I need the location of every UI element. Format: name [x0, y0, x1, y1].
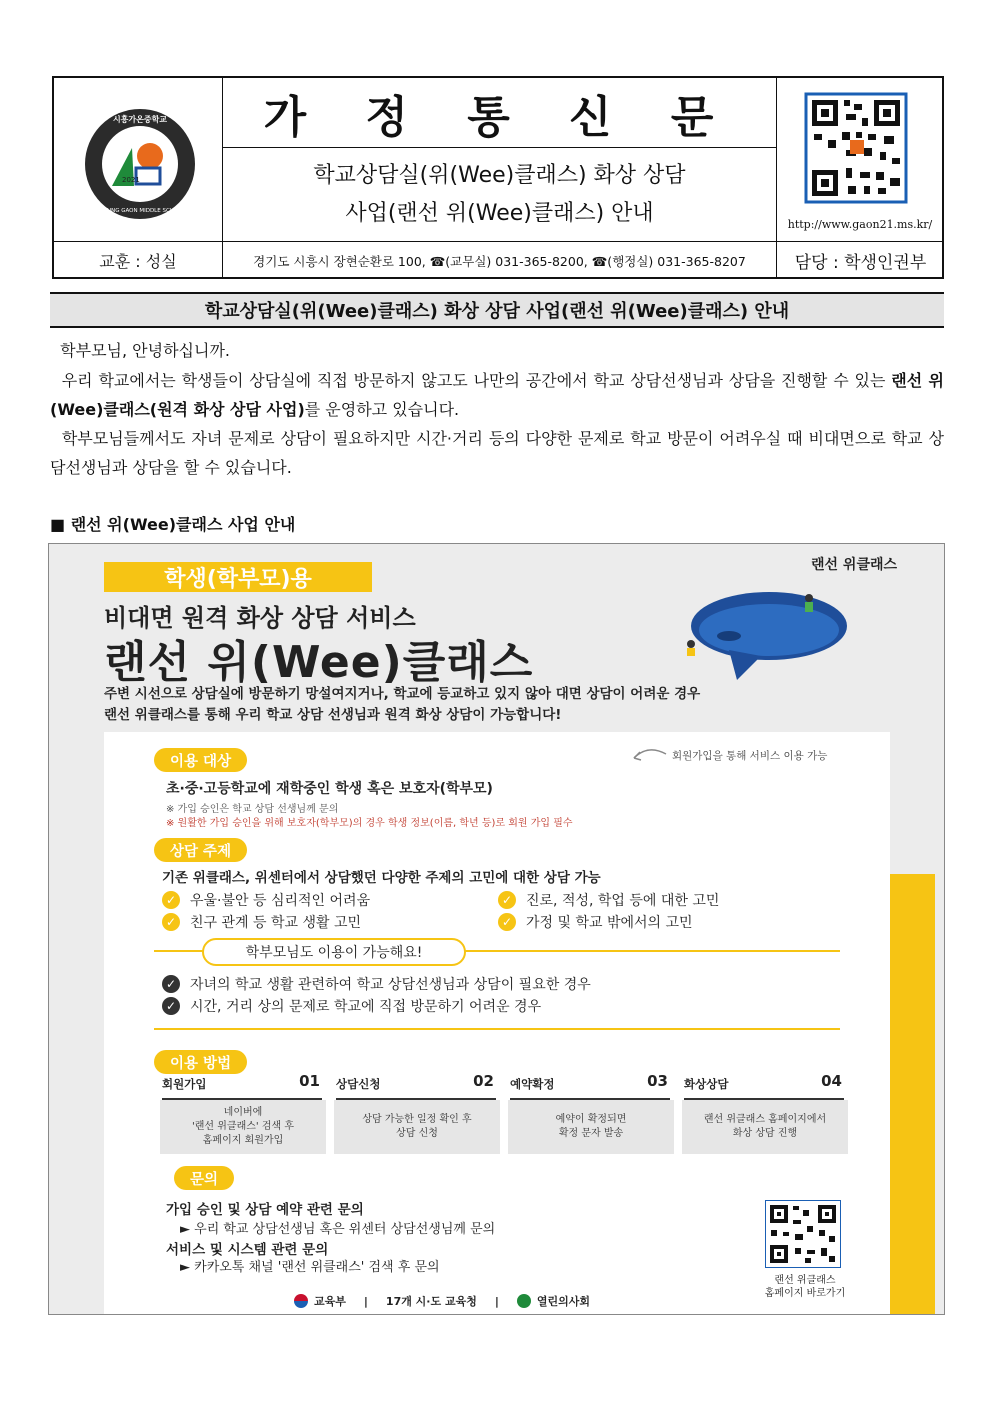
paragraph-1: 우리 학교에서는 학생들이 상담실에 직접 방문하지 않고도 나만의 공간에서 학교 상담선생님과 상담을 진행할 수 있는 랜선 위(Wee)클래스(원격 화상 상담 사업)를 운영하고 있습니다. — [50, 371, 944, 419]
step-1-body: 네이버에 '랜선 위클래스' 검색 후 홈페이지 회원가입 — [160, 1100, 326, 1154]
decorative-ribbon — [889, 874, 935, 1315]
logo-text-en: SIHEUNG GAON MIDDLE SCHOOL — [94, 208, 186, 214]
poster-subtitle: 비대면 원격 화상 상담 서비스 — [104, 604, 416, 632]
divider — [154, 1028, 840, 1030]
taegeuk-icon — [294, 1294, 308, 1308]
subtitle-line-2: 사업(랜선 위(Wee)클래스) 안내 — [345, 200, 654, 226]
bullet-heading: ■ 랜선 위(Wee)클래스 사업 안내 — [50, 515, 296, 534]
header-table — [52, 76, 944, 279]
step-2-header: 상담신청 02 — [336, 1076, 496, 1100]
page-title: 가 정 통 신 문 — [263, 91, 736, 143]
topic-item-3: ✓ 친구 관계 등 학교 생활 고민 — [162, 912, 361, 932]
signup-note: 회원가입을 통해 서비스 이용 가능 — [672, 750, 828, 762]
target-note-1: ※ 가입 승인은 학교 상담 선생님께 문의 — [166, 804, 339, 815]
step-3-header: 예약확정 03 — [510, 1076, 670, 1100]
step-4-header: 화상상담 04 — [684, 1076, 844, 1100]
step-2-body: 상담 가능한 일정 확인 후 상담 신청 — [334, 1100, 500, 1154]
footer-offices: 17개 시·도 교육청 — [385, 1295, 477, 1308]
moe-logo: 교육부 — [294, 1293, 346, 1309]
wee-class-qr-code[interactable] — [765, 1200, 841, 1268]
section-title: 학교상담실(위(Wee)클래스) 화상 상담 사업(랜선 위(Wee)클래스) 안내 — [50, 292, 944, 328]
department-in-charge: 담당 : 학생인권부 — [794, 253, 927, 273]
inquiry-1-body: ► 우리 학교 상담선생님 혹은 위센터 상담선생님께 문의 — [180, 1222, 496, 1237]
inquiry-2-title: 서비스 및 시스템 관련 문의 — [166, 1242, 329, 1258]
speech-bubble-illustration — [669, 584, 849, 684]
subtitle — [223, 148, 776, 241]
footer-separator: | — [494, 1294, 499, 1308]
check-icon: ✓ — [162, 913, 180, 931]
logo-year: 2021 — [122, 176, 140, 184]
topic-item-2: ✓ 진로, 적성, 학업 등에 대한 고민 — [498, 890, 719, 910]
check-icon: ✓ — [162, 997, 180, 1015]
logo-text-ko: 시흥가온중학교 — [112, 115, 168, 124]
inquiry-2-body: ► 카카오톡 채널 '랜선 위클래스' 검색 후 문의 — [180, 1260, 440, 1275]
school-motto: 교훈 : 성실 — [99, 252, 177, 271]
check-icon: ✓ — [162, 891, 180, 909]
school-address: 경기도 시흥시 장현순환로 100, ☎(교무실) 031-365-8200, ☎(행정실) 031-365-8207 — [253, 253, 746, 269]
target-pill: 이용 대상 — [154, 748, 247, 772]
inquiry-pill: 문의 — [174, 1166, 234, 1190]
topic-pill: 상담 주제 — [154, 838, 247, 862]
poster-brand: 랜선 위클래스 — [811, 557, 898, 573]
school-url[interactable]: http://www.gaon21.ms.kr/ — [787, 218, 933, 231]
check-icon: ✓ — [498, 891, 516, 909]
step-3-body: 예약이 확정되면 확정 문자 발송 — [508, 1100, 674, 1154]
parents-callout: 학부모님도 이용이 가능해요! — [202, 938, 466, 966]
paragraph-1-bold: 랜선 위(Wee)클래스(원격 화상 상담 사업) — [50, 371, 944, 419]
poster-tag: 학생(학부모)용 — [104, 562, 372, 592]
target-main: 초·중·고등학교에 재학중인 학생 혹은 보호자(학부모) — [166, 781, 493, 797]
inquiry-1-title: 가입 승인 및 상담 예약 관련 문의 — [166, 1202, 364, 1218]
step-4-body: 랜선 위클래스 홈페이지에서 화상 상담 진행 — [682, 1100, 848, 1154]
check-icon: ✓ — [498, 913, 516, 931]
poster-title: 랜선 위(Wee)클래스 — [104, 637, 534, 688]
poster-intro: 주변 시선으로 상담실에 방문하기 망설여지거나, 학교에 등교하고 있지 않아 대면 상담이 어려운 경우 랜선 위클래스를 통해 우리 학교 상담 선생님과 원격 화상 상담이 가능합니다! — [104, 686, 701, 723]
parents-item-1: ✓ 자녀의 학교 생활 관련하여 학교 상담선생님과 상담이 필요한 경우 — [162, 974, 591, 994]
poster-footer — [294, 1293, 794, 1309]
step-1-header: 회원가입 01 — [162, 1076, 322, 1100]
topic-main: 기존 위클래스, 위센터에서 상담했던 다양한 주제의 고민에 대한 상담 가능 — [162, 870, 601, 886]
qr-caption: 랜선 위클래스 홈페이지 바로가기 — [764, 1275, 846, 1299]
target-note-2: ※ 원활한 가입 승인을 위해 보호자(학부모)의 경우 학생 정보(이름, 학년 등)로 회원 가입 필수 — [166, 818, 573, 829]
topic-item-1: ✓ 우울·불안 등 심리적인 어려움 — [162, 890, 370, 910]
check-icon: ✓ — [162, 975, 180, 993]
open-doctors-icon — [517, 1294, 531, 1308]
topic-item-4: ✓ 가정 및 학교 밖에서의 고민 — [498, 912, 693, 932]
paragraph-2: 학부모님들께서도 자녀 문제로 상담이 필요하지만 시간·거리 등의 다양한 문제로 학교 방문이 어려우실 때 비대면으로 학교 상담선생님과 상담을 할 수 있습니다. — [50, 429, 944, 477]
open-doctors-logo: 열린의사회 — [517, 1293, 590, 1309]
subtitle-line-1: 학교상담실(위(Wee)클래스) 화상 상담 — [313, 162, 686, 188]
greeting: 학부모님, 안녕하십니까. — [60, 341, 230, 360]
method-pill: 이용 방법 — [154, 1050, 247, 1074]
footer-separator: | — [363, 1294, 368, 1308]
service-poster — [48, 543, 945, 1315]
curved-arrow-icon — [624, 746, 668, 766]
school-logo — [84, 108, 196, 220]
parents-item-2: ✓ 시간, 거리 상의 문제로 학교에 직접 방문하기 어려운 경우 — [162, 996, 541, 1016]
school-qr-code[interactable] — [802, 88, 910, 208]
